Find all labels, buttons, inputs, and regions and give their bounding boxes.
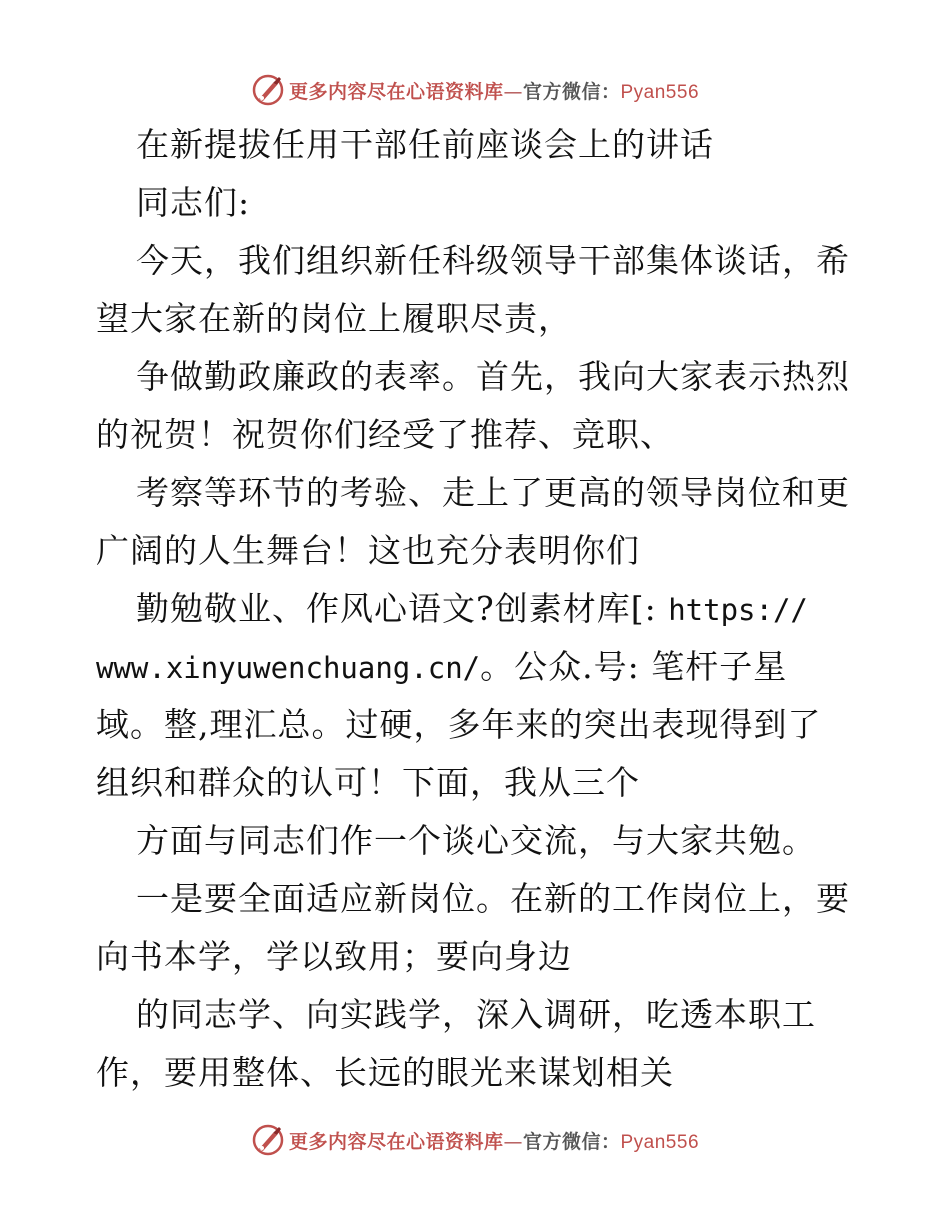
paragraph-line: 今天，我们组织新任科级领导干部集体谈话，希	[136, 241, 850, 280]
paragraph-line: 考察等环节的考验、走上了更高的领导岗位和更	[136, 473, 850, 512]
url-fragment: www.xinyuwenchuang.cn/	[96, 651, 481, 685]
paragraph-line: 组织和群众的认可！下面，我从三个	[96, 763, 640, 802]
banner-text: 更多内容尽在心语资料库—官方微信：Pyan556	[288, 1130, 700, 1153]
paragraph-line: 域。整,理汇总。过硬，多年来的突出表现得到了	[96, 705, 822, 744]
paragraph-line: 的祝贺！祝贺你们经受了推荐、竞职、	[96, 415, 674, 454]
paragraph-line: 争做勤政廉政的表率。首先，我向大家表示热烈	[136, 357, 850, 396]
paragraph-line: 方面与同志们作一个谈心交流，与大家共勉。	[136, 821, 816, 860]
footer-banner	[0, 1118, 950, 1162]
paragraph-line	[96, 580, 866, 638]
salutation: 同志们:	[136, 183, 251, 222]
paragraph-line: 一是要全面适应新岗位。在新的工作岗位上，要	[136, 879, 850, 918]
pen-nib-logo-icon	[251, 73, 285, 107]
url-fragment: https://	[668, 593, 808, 627]
paragraph-line: 作，要用整体、长远的眼光来谋划相关	[96, 1053, 674, 1092]
paragraph-line: 广阔的人生舞台！这也充分表明你们	[96, 531, 640, 570]
document-title: 在新提拔任用干部任前座谈会上的讲话	[136, 125, 714, 164]
line-text: 勤勉敬业、作风心语文?创素材库[:	[136, 589, 669, 628]
paragraph-line: 望大家在新的岗位上履职尽责，	[96, 299, 572, 338]
document-body	[96, 116, 866, 1102]
paragraph-line: 的同志学、向实践学，深入调研，吃透本职工	[136, 995, 816, 1034]
paragraph-line	[96, 638, 866, 696]
pen-nib-logo-icon	[251, 1123, 285, 1157]
paragraph-line: 向书本学，学以致用；要向身边	[96, 937, 572, 976]
banner-text: 更多内容尽在心语资料库—官方微信：Pyan556	[288, 80, 700, 103]
header-banner	[0, 68, 950, 112]
line-text: 。公众.号: 笔杆子星	[480, 647, 788, 686]
